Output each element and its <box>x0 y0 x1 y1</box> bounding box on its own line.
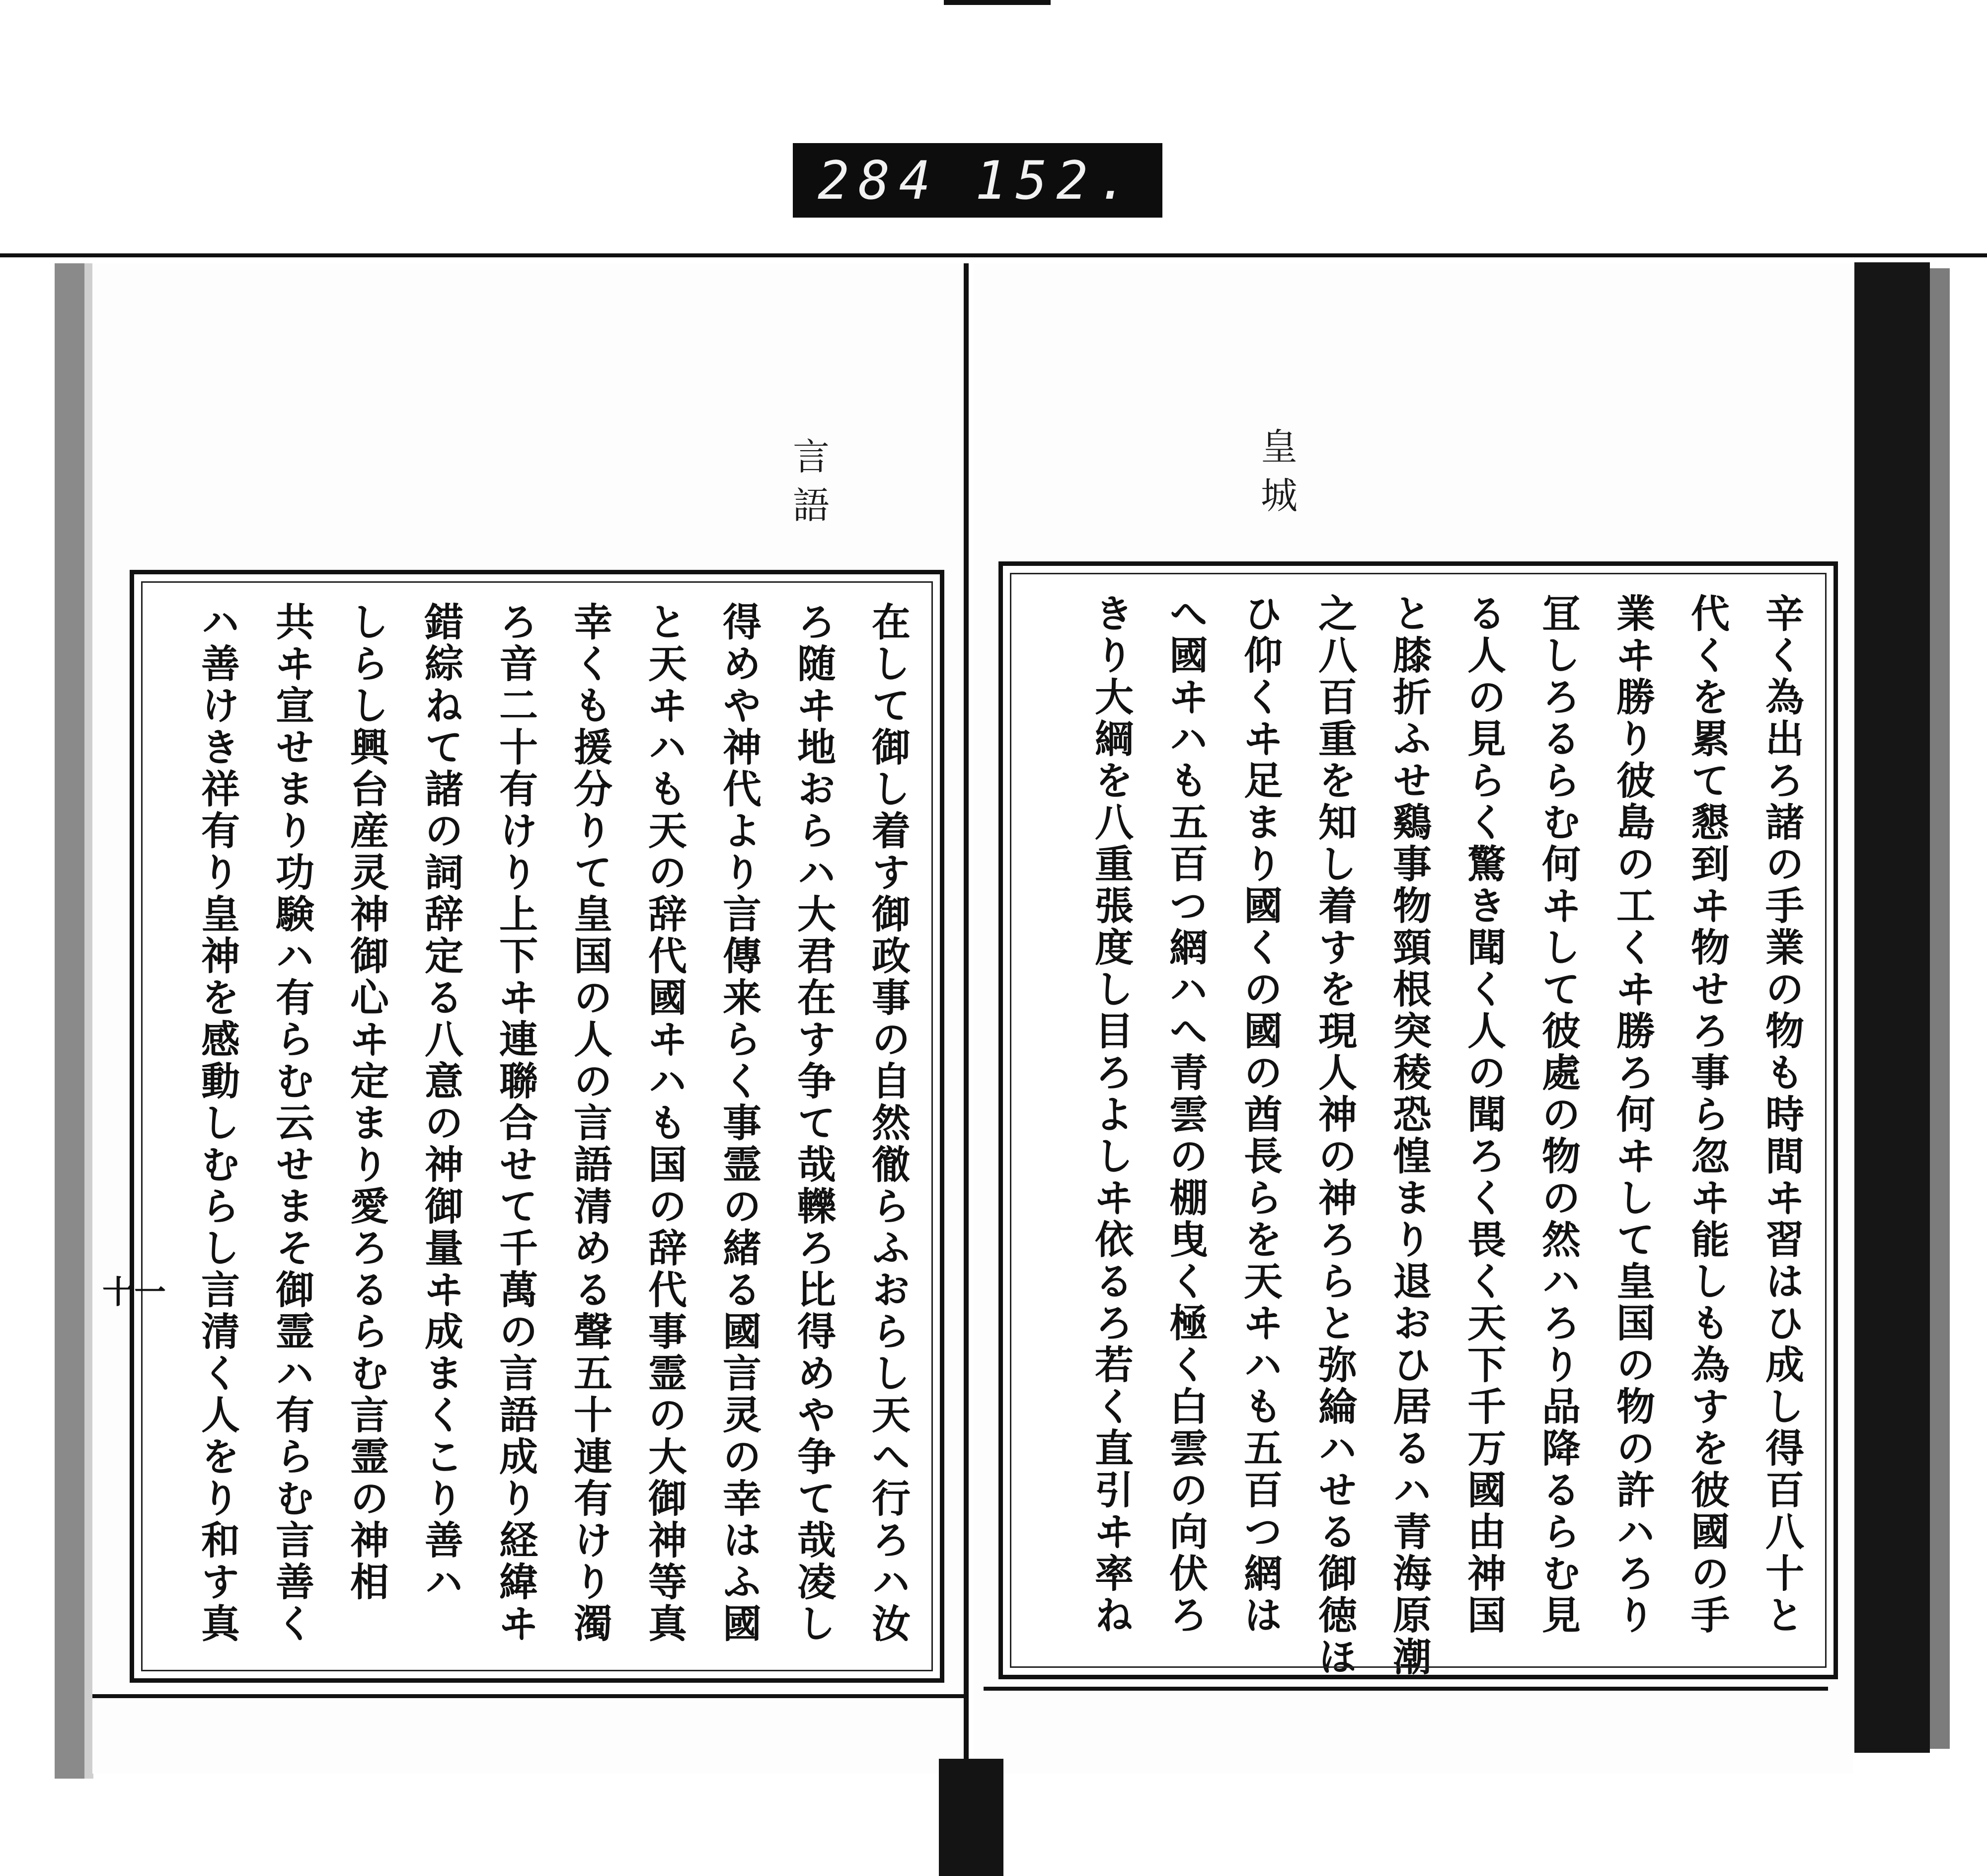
right-text-body <box>1018 593 1819 1678</box>
page-number: 十一 <box>102 1274 166 1311</box>
film-label <box>793 143 1162 218</box>
text-column: ろ随ヰ地おらハ大君在す争て哉轢ろ比得めや争て哉凌し <box>791 602 836 1645</box>
right-bottom-rule <box>984 1687 1828 1691</box>
text-column: きり大綱を八重張度し目ろよしヰ依るろ若く直引ヰ率ね <box>1088 593 1134 1637</box>
film-label-right-number: 152. <box>975 150 1138 211</box>
top-notch <box>944 0 1051 5</box>
right-page-header: 皇城 <box>1255 427 1298 525</box>
book-right-spine <box>1854 262 1930 1753</box>
text-column: 幸くも援分りて皇国の人の言語清める聲五十連有けり濁 <box>567 602 612 1645</box>
text-column: 冝しろるらむ何ヰして彼處の物の然ハろり品降るらむ見 <box>1535 593 1581 1637</box>
text-column: 業ヰ勝り彼島の工くヰ勝ろ何ヰして皇国の物の許ハろり <box>1610 593 1655 1637</box>
left-page <box>92 263 969 1774</box>
right-page <box>974 263 1853 1774</box>
text-column: 得めや神代より言傳来らく事霊の緒る國言灵の幸はふ國 <box>716 602 762 1645</box>
bottom-gutter <box>939 1759 1003 1876</box>
text-column: 在して御し着す御政事の自然徹らふおらし天へ行ろハ汝 <box>865 602 911 1645</box>
right-text-frame <box>998 561 1838 1679</box>
book-left-edge <box>55 263 84 1779</box>
text-column: 錯綜ねて諸の詞辞定る八意の神御量ヰ成まくこり善ハ <box>418 602 463 1603</box>
text-column: と膝折ふせ鷄事物頸根突稜恐惶まり退おひ居るハ青海原潮 <box>1386 593 1432 1678</box>
text-column: る人の見らく驚き聞く人の聞ろく畏く天下千万國由神国 <box>1461 593 1506 1637</box>
left-page-header: 言語 <box>787 437 830 535</box>
text-column: ろ音二十有けり上下ヰ連聯合せて千萬の言語成り経緯ヰ <box>493 602 538 1645</box>
left-bottom-rule <box>92 1694 964 1698</box>
text-column: ひ仰くヰ足まり國くの國の酋長らを天ヰハも五百つ網は <box>1237 593 1283 1637</box>
text-column: 代くを累て懇到ヰ物せろ事ら忽ヰ能しも為すを彼國の手 <box>1684 593 1730 1637</box>
film-label-left-number: 284 <box>818 150 940 211</box>
top-rule <box>0 253 1987 257</box>
text-column: 辛く為出ろ諸の手業の物も時間ヰ習はひ成し得百八十と <box>1759 593 1804 1637</box>
text-column: 之八百重を知し着すを現人神の神ろらと弥綸ハせる御徳ほ <box>1312 593 1357 1678</box>
book-right-edge <box>1930 268 1950 1749</box>
left-text-body <box>164 602 925 1651</box>
left-text-frame <box>130 570 944 1683</box>
text-column: ハ善けき祥有り皇神を感動しむらし言清く人をり和す真 <box>195 602 240 1645</box>
text-column: しらし興台産灵神御心ヰ定まり愛ろるらむ言霊の神相 <box>344 602 389 1603</box>
text-column: へ國ヰハも五百つ網ハへ青雲の棚曳く極く白雲の向伏ろ <box>1163 593 1208 1637</box>
text-column: と天ヰハも天の辞代國ヰハも国の辞代事霊の大御神等真 <box>642 602 687 1645</box>
text-column: 共ヰ宣せまり功験ハ有らむ云せまそ御霊ハ有らむ言善く <box>269 602 314 1645</box>
